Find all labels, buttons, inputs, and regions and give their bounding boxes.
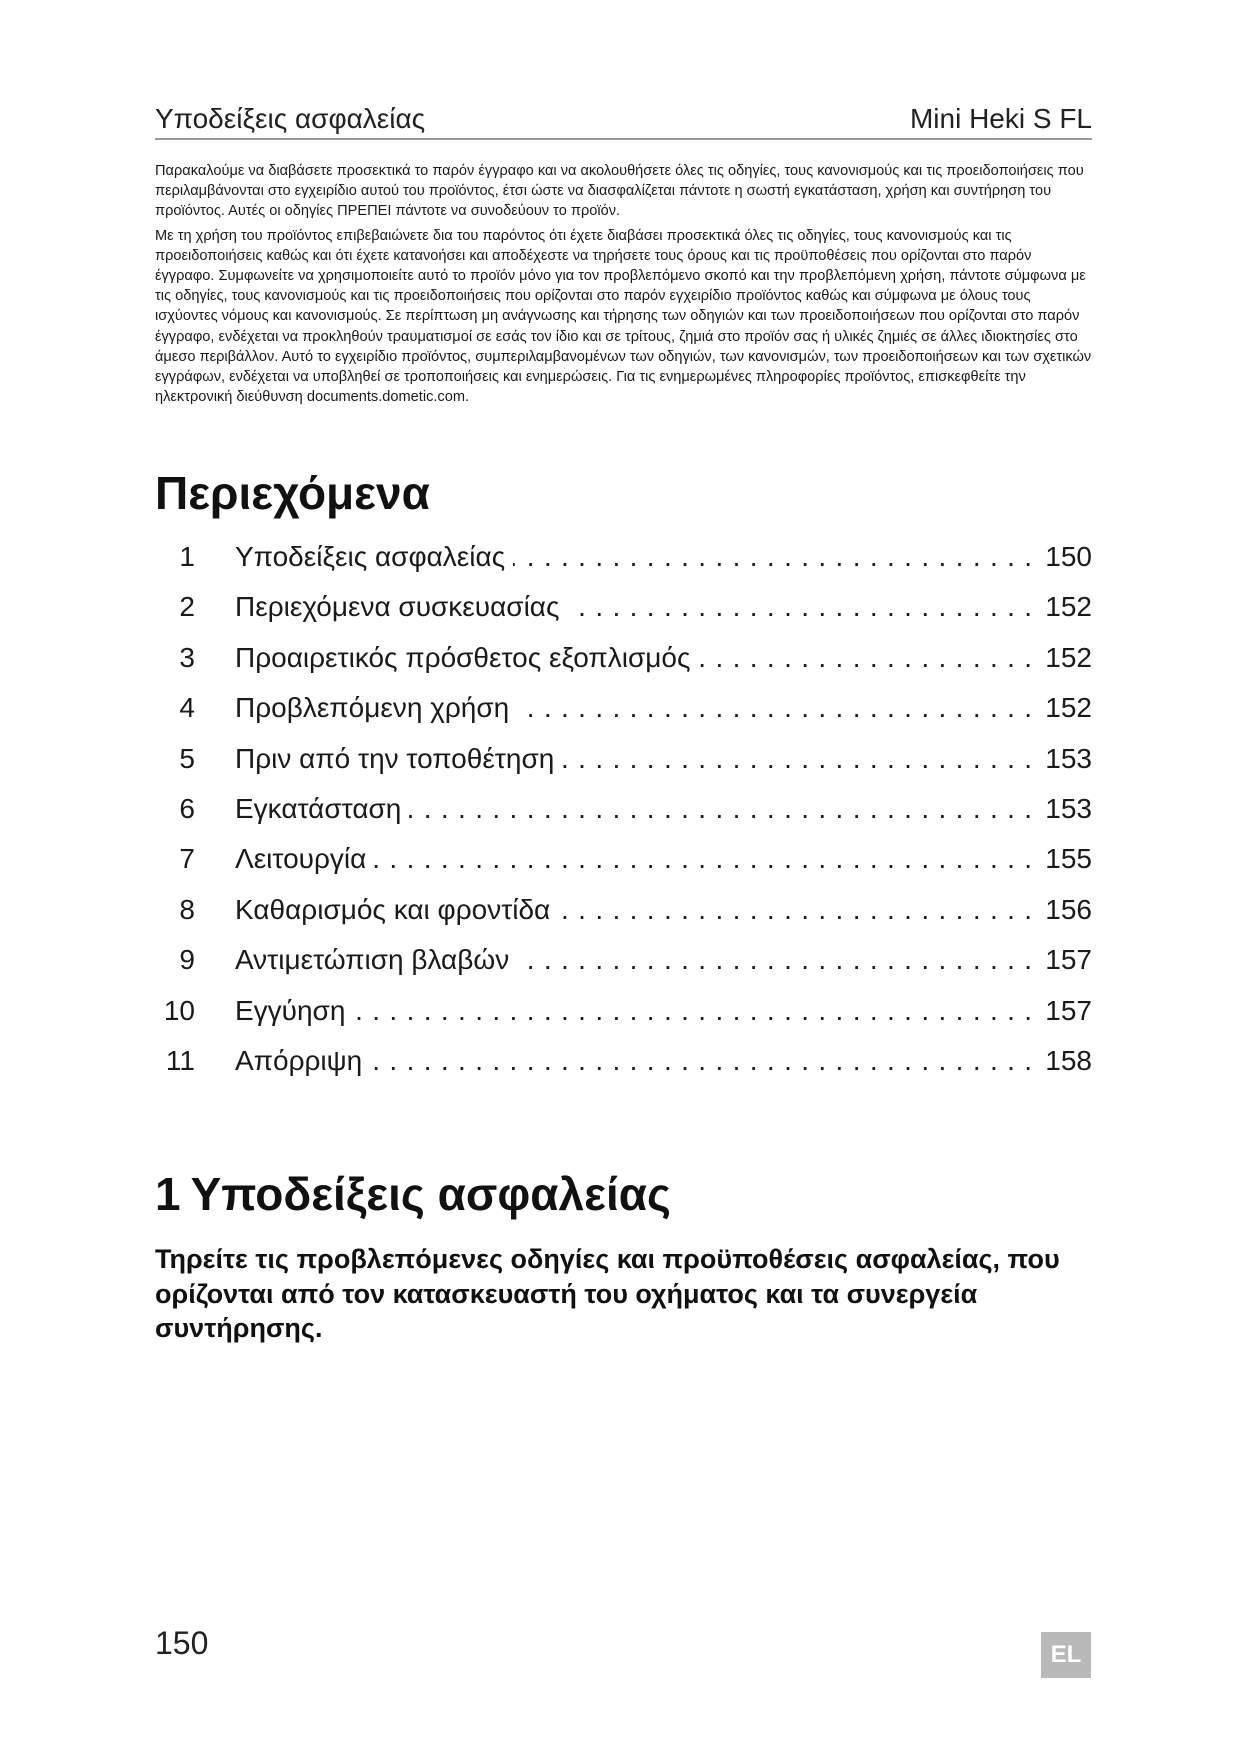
section-lead-text: Τηρείτε τις προβλεπόμενες οδηγίες και προϋποθέσεις ασφαλείας, που ορίζονται από τον κατασκευαστή του οχήματος και τα συνεργεία συντήρησης. — [155, 1244, 1060, 1343]
toc-entry-number: 11 — [165, 1044, 195, 1076]
toc-entry-number: 2 — [179, 591, 195, 623]
toc-entry-number: 7 — [179, 843, 195, 875]
toc-entry-number: 9 — [179, 944, 195, 976]
toc-entry-title: Απόρριψη — [235, 1045, 370, 1076]
toc-entry[interactable] — [155, 582, 1092, 632]
toc-entry[interactable] — [155, 1036, 1092, 1086]
toc-entry-page: 157 — [1037, 986, 1092, 1036]
toc-title: Περιεχόμενα — [155, 467, 430, 519]
toc-entry[interactable] — [155, 532, 1092, 582]
language-badge: EL — [1041, 1632, 1091, 1678]
toc-entry-number: 10 — [163, 994, 195, 1026]
toc-entry-number: 6 — [179, 792, 195, 824]
table-of-contents — [155, 532, 1092, 1086]
toc-entry-title: Προαιρετικός πρόσθετος εξοπλισμός — [235, 642, 698, 673]
toc-entry[interactable] — [155, 784, 1092, 834]
toc-entry-title: Πριν από την τοποθέτηση — [235, 743, 562, 774]
toc-entry[interactable] — [155, 734, 1092, 784]
header-section-title: Υποδείξεις ασφαλείας — [155, 103, 426, 134]
toc-entry-page: 153 — [1037, 784, 1092, 834]
section-title: Υποδείξεις ασφαλείας — [190, 1168, 671, 1220]
toc-entry[interactable] — [155, 986, 1092, 1036]
toc-entry-title: Υποδείξεις ασφαλείας — [235, 541, 513, 572]
toc-entry-page: 157 — [1037, 935, 1092, 985]
toc-entry-title: Εγγύηση — [235, 995, 353, 1026]
toc-entry-title: Καθαρισμός και φροντίδα — [235, 894, 558, 925]
toc-entry-title: Λειτουργία — [235, 843, 374, 874]
toc-entry-number: 3 — [179, 641, 195, 673]
toc-entry-page: 152 — [1037, 683, 1092, 733]
toc-entry-title: Εγκατάσταση — [235, 793, 409, 824]
toc-entry[interactable] — [155, 633, 1092, 683]
page-number: 150 — [155, 1625, 209, 1661]
toc-entry-title: Προβλεπόμενη χρήση — [235, 692, 517, 723]
toc-entry[interactable] — [155, 885, 1092, 935]
toc-entry-title: Αντιμετώπιση βλαβών — [235, 944, 517, 975]
safety-intro — [155, 161, 1092, 411]
toc-entry[interactable] — [155, 935, 1092, 985]
toc-entry-title: Περιεχόμενα συσκευασίας — [235, 591, 567, 622]
toc-entry-number: 8 — [179, 893, 195, 925]
page-header — [155, 100, 1092, 140]
toc-entry-page: 150 — [1037, 532, 1092, 582]
toc-entry-page: 153 — [1037, 734, 1092, 784]
toc-entry[interactable] — [155, 683, 1092, 733]
toc-entry-page: 152 — [1037, 582, 1092, 632]
toc-entry-number: 1 — [179, 541, 195, 572]
toc-entry-page: 152 — [1037, 633, 1092, 683]
intro-paragraph: Παρακαλούμε να διαβάσετε προσεκτικά το παρόν έγγραφο και να ακολουθήσετε όλες τις οδηγίες, τους κανονισμούς και τις προειδοποιήσεις που περιλαμβάνονται στο εγχειρίδιο αυτού του προϊόντος, έτσι ώστε να διασφαλίζεται πάντοτε η σωστή εγκατάσταση, χρήση και συντήρηση του προϊόντος. Αυτές οι οδηγίες ΠΡΕΠΕΙ πάντοτε να συνοδεύουν το προϊόν. — [155, 163, 1084, 220]
section-heading — [155, 1164, 671, 1224]
toc-entry-page: 156 — [1037, 885, 1092, 935]
toc-entry-page: 155 — [1037, 834, 1092, 884]
section-number: 1 — [155, 1168, 181, 1220]
intro-paragraph: Με τη χρήση του προϊόντος επιβεβαιώνετε δια του παρόντος ότι έχετε διαβάσει προσεκτικά όλες τις οδηγίες, τους κανονισμούς και τις προειδοποιήσεις καθώς και ότι έχετε κατανοήσει και αποδέχεστε να τηρήσετε τους όρους και τις προϋποθέσεις που ορίζονται στο παρόν έγγραφο. Συμφωνείτε να χρησιμοποιείτε αυτό το προϊόν μόνο για τον προβλεπόμενο σκοπό και την προβλεπόμενη χρήση, πάντοτε σύμφωνα με τις οδηγίες, τους κανονισμούς και τις προειδοποιήσεις που ορίζονται στο παρόν εγχειρίδιο προϊόντος καθώς και σύμφωνα με όλους τους ισχύοντες νόμους και κανονισμούς. Σε περίπτωση μη ανάγνωσης και τήρησης των οδηγιών και των προειδοποιήσεων που ορίζονται στο παρόν έγγραφο, ενδέχεται να προκληθούν τραυματισμοί σε εσάς τον ίδιο και σε τρίτους, ζημιά στο προϊόν σας ή υλικές ζημιές σε άλλες ιδιοκτησίες στο άμεσο περιβάλλον. Αυτό το εγχειρίδιο προϊόντος, συμπεριλαμβανομένων των οδηγιών, των κανονισμών, των προειδοποιήσεων και των σχετικών εγγράφων, ενδέχεται να υποβληθεί σε τροποποιήσεις και ενημερώσεις. Για τις ενημερωμένες πληροφορίες προϊόντος, επισκεφθείτε την ηλεκτρονική διεύθυνση documents.dometic.com. — [155, 227, 1092, 406]
toc-entry-page: 158 — [1037, 1036, 1092, 1086]
header-product-name: Mini Heki S FL — [909, 103, 1092, 134]
toc-entry[interactable] — [155, 834, 1092, 884]
toc-entry-number: 5 — [179, 742, 195, 774]
toc-entry-number: 4 — [179, 692, 195, 724]
